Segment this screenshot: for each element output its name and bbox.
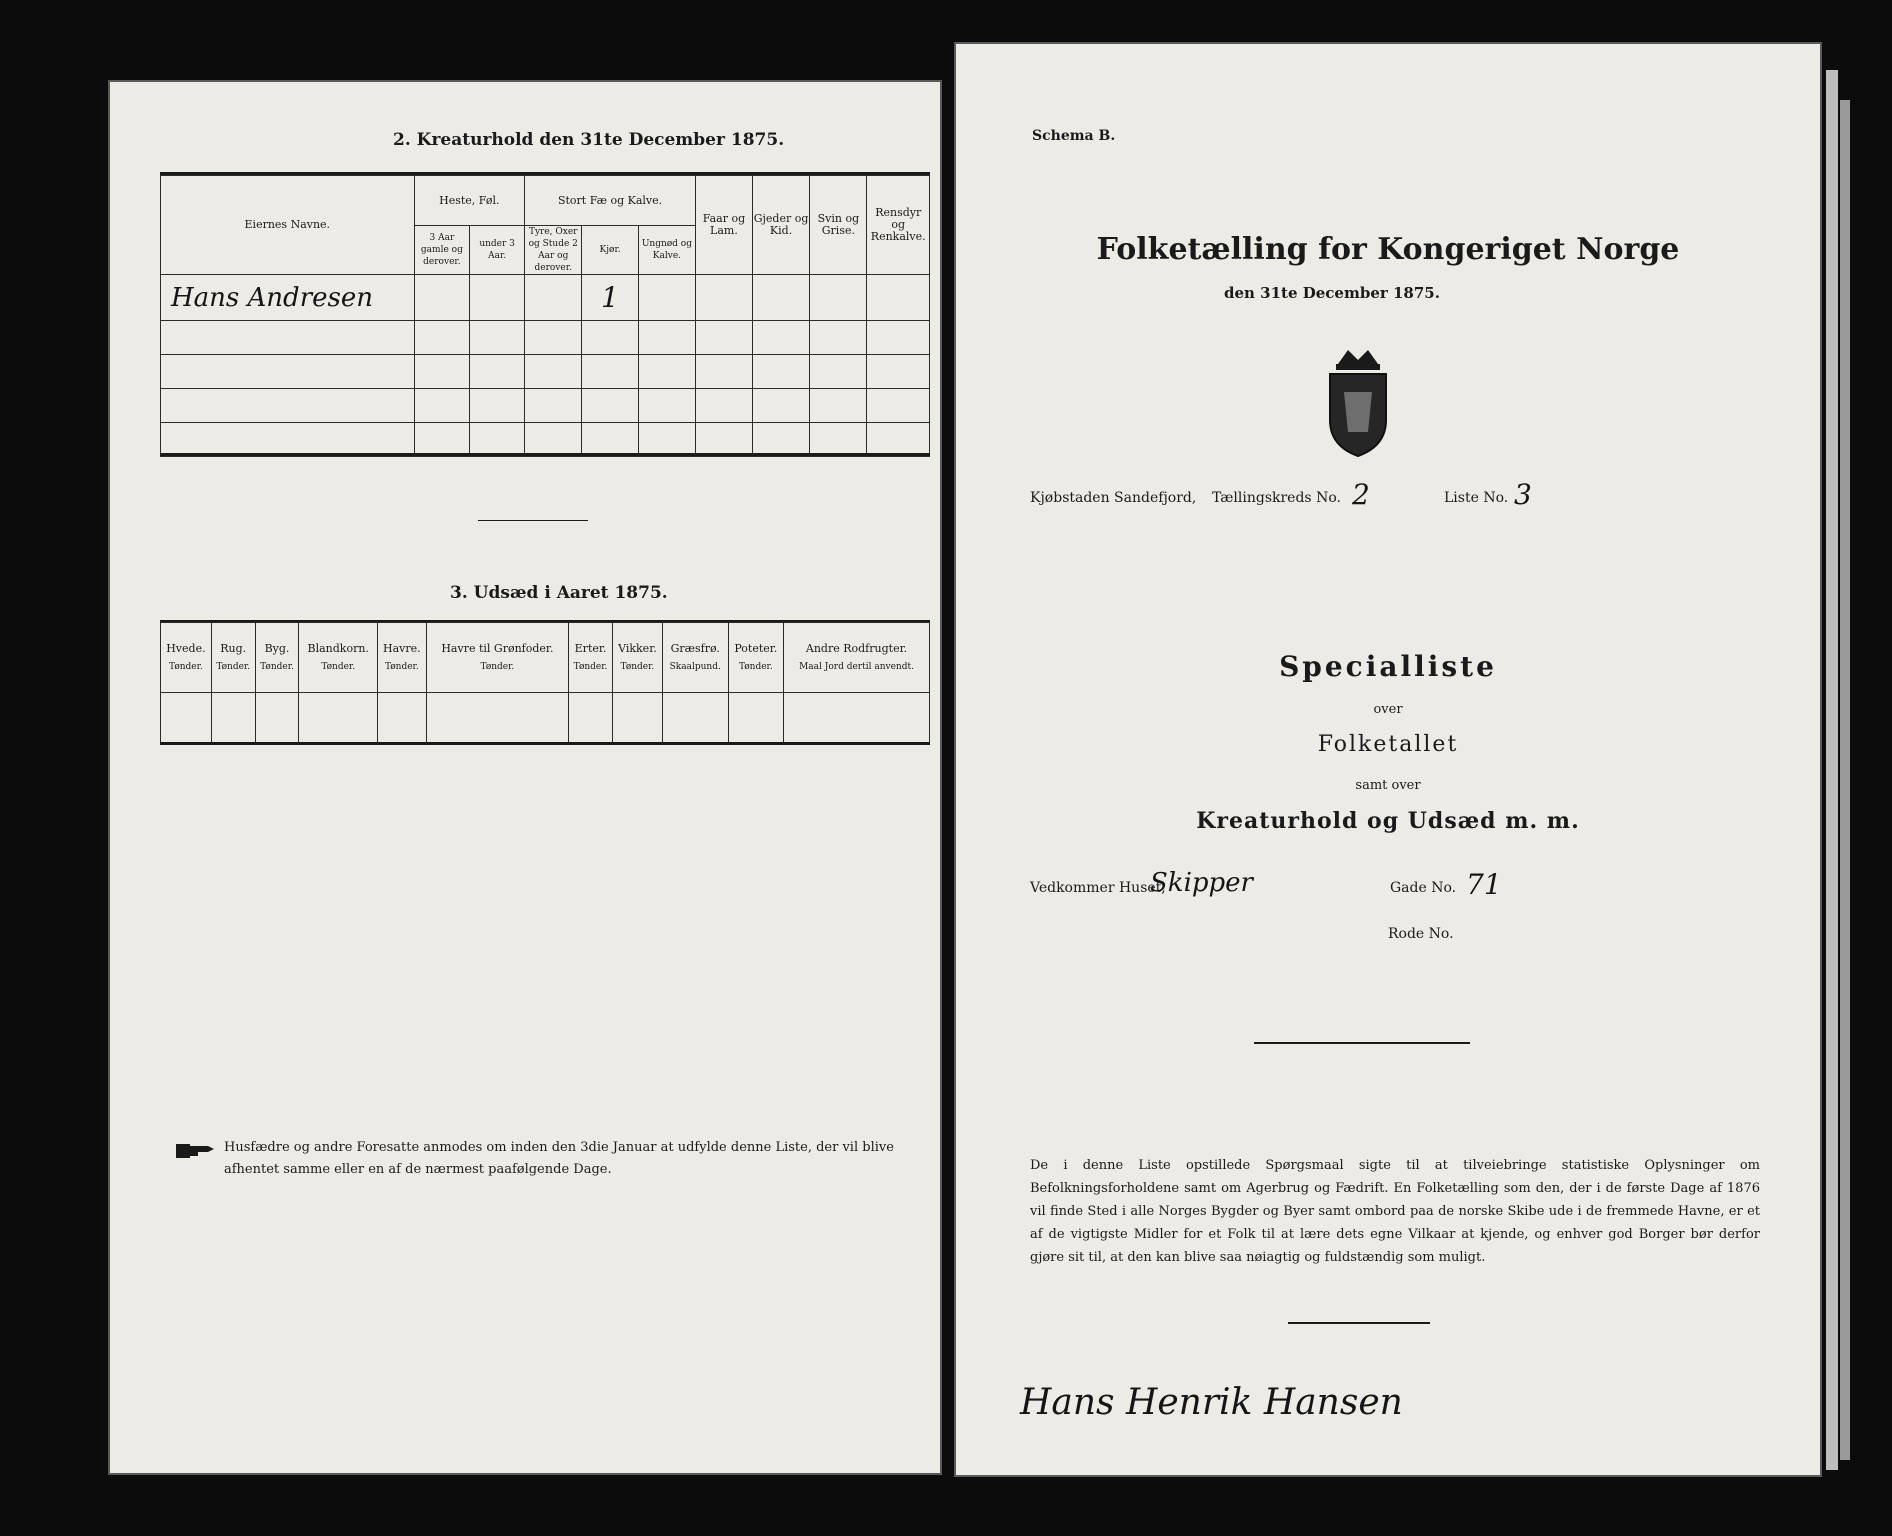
livestock-table <box>160 175 930 457</box>
seed-header-cell <box>612 623 662 693</box>
seed-value-cell <box>378 693 427 743</box>
seed-col-name: Byg. <box>264 641 290 655</box>
cell <box>161 321 415 355</box>
seed-col-name: Erter. <box>574 641 607 655</box>
rode-label: Rode No. <box>1388 926 1454 942</box>
specialliste-title: Specialliste <box>1279 650 1497 683</box>
divider <box>1254 1042 1470 1044</box>
header-heste-young: under 3 Aar. <box>470 226 525 275</box>
cell <box>638 275 695 321</box>
seed-col-unit: Skaalpund. <box>669 661 721 672</box>
seed-value-cell <box>255 693 299 743</box>
header-heste-old: 3 Aar gamle og derover. <box>414 226 470 275</box>
row1-owner: Hans Andresen <box>161 275 415 321</box>
kreds-label: Tællingskreds No. <box>1212 490 1341 506</box>
header-ungnod: Ungnød og Kalve. <box>638 226 695 275</box>
seed-value-cell <box>161 693 212 743</box>
vedkommer-label: Vedkommer Huset, <box>1030 880 1166 896</box>
section3-heading: 3. Udsæd i Aaret 1875. <box>450 583 668 603</box>
header-svin: Svin og Grise. <box>810 176 867 275</box>
seed-header-cell <box>211 623 255 693</box>
header-storfe: Stort Fæ og Kalve. <box>525 176 696 226</box>
seed-col-name: Poteter. <box>734 641 778 655</box>
divider <box>478 520 588 521</box>
seed-value-cell <box>569 693 613 743</box>
page-edge <box>1826 70 1838 1470</box>
cell <box>867 275 930 321</box>
seed-table <box>160 622 930 743</box>
cell <box>161 423 415 457</box>
seed-header-cell <box>378 623 427 693</box>
cell <box>752 275 809 321</box>
seed-col-unit: Tønder. <box>620 661 655 672</box>
seed-header-cell <box>161 623 212 693</box>
liste-label: Liste No. <box>1444 490 1509 506</box>
seed-header-cell <box>255 623 299 693</box>
samt-over-label: samt over <box>1355 778 1421 793</box>
seed-value-cell <box>662 693 728 743</box>
seed-value-cell <box>426 693 568 743</box>
seed-header-cell <box>299 623 378 693</box>
section2-heading: 2. Kreaturhold den 31te December 1875. <box>393 130 785 150</box>
kreds-value: 2 <box>1352 478 1370 511</box>
right-page <box>954 42 1822 1477</box>
seed-value-cell <box>612 693 662 743</box>
pointing-hand-icon <box>176 1140 216 1162</box>
seed-col-name: Havre til Grønfoder. <box>441 641 554 655</box>
cell <box>810 275 867 321</box>
over-label: over <box>1373 702 1403 717</box>
page-edge <box>1840 100 1850 1460</box>
kreaturhold-label: Kreaturhold og Udsæd m. m. <box>1196 808 1580 834</box>
cell <box>414 275 470 321</box>
seed-value-cell <box>728 693 783 743</box>
seed-header-cell <box>662 623 728 693</box>
seed-col-unit: Tønder. <box>169 661 203 672</box>
divider <box>160 453 930 456</box>
row1-kjor: 1 <box>582 275 638 321</box>
cell <box>161 389 415 423</box>
seed-col-name: Hvede. <box>166 641 206 655</box>
seed-col-name: Blandkorn. <box>307 641 369 655</box>
seed-col-name: Vikker. <box>618 641 657 655</box>
signature: Hans Henrik Hansen <box>1020 1382 1403 1423</box>
seed-col-unit: Tønder. <box>321 661 356 672</box>
left-page <box>108 80 942 1475</box>
seed-col-unit: Maal Jord dertil anvendt. <box>799 661 914 672</box>
seed-col-unit: Tønder. <box>260 661 294 672</box>
folketallet-label: Folketallet <box>1317 732 1459 757</box>
header-rensdyr: Rensdyr og Renkalve. <box>867 176 930 275</box>
seed-col-name: Havre. <box>383 641 421 655</box>
seed-col-unit: Tønder. <box>384 661 419 672</box>
header-gjeder: Gjeder og Kid. <box>752 176 809 275</box>
cell <box>696 275 753 321</box>
header-faar: Faar og Lam. <box>696 176 753 275</box>
census-title: Folketælling for Kongeriget Norge <box>1096 232 1680 267</box>
header-heste: Heste, Føl. <box>414 176 524 226</box>
header-owner: Eiernes Navne. <box>161 176 415 275</box>
explanation-paragraph: De i denne Liste opstillede Spørgsmaal sigte til at tilveiebringe statistiske Oplysninger om Befolkningsforholdene samt om Agerbrug og Fædrift. En Folketælling som den, der i de første Dage af 1876 vil finde Sted i alle Norges Bygder og Byer samt ombord paa de norske Skibe ude i de fremmede Havne, er et af de vigtigste Midler for et Folk til at lære dets egne Vilkaar at kjende, og enhver god Borger bør derfor gjøre sit til, at den kan blive saa nøiagtig og fuldstændig som muligt. <box>1030 1158 1760 1265</box>
header-tyre: Tyre, Oxer og Stude 2 Aar og derover. <box>525 226 582 275</box>
seed-col-unit: Tønder. <box>216 661 251 672</box>
divider <box>160 742 930 745</box>
header-kjor: Kjør. <box>582 226 638 275</box>
cell <box>161 355 415 389</box>
vedkommer-value: Skipper <box>1150 868 1253 898</box>
seed-col-unit: Tønder. <box>573 661 608 672</box>
cell <box>525 275 582 321</box>
seed-header-cell <box>569 623 613 693</box>
divider <box>1288 1322 1430 1324</box>
seed-value-cell <box>211 693 255 743</box>
gade-value: 71 <box>1466 868 1502 901</box>
notice-text: Husfædre og andre Foresatte anmodes om inden den 3die Januar at udfylde denne Liste, der vil blive afhentet samme eller en af de nærmest paafølgende Dage. <box>224 1140 894 1177</box>
seed-col-unit: Tønder. <box>480 661 515 672</box>
gade-label: Gade No. <box>1390 880 1457 896</box>
seed-header-cell <box>784 623 930 693</box>
seed-col-unit: Tønder. <box>738 661 773 672</box>
seed-header-cell <box>728 623 783 693</box>
kjobstad-label: Kjøbstaden Sandefjord, <box>1030 490 1197 506</box>
seed-value-cell <box>784 693 930 743</box>
seed-col-name: Andre Rodfrugter. <box>805 641 908 655</box>
liste-value: 3 <box>1514 478 1532 511</box>
schema-label: Schema B. <box>1032 128 1116 144</box>
seed-header-cell <box>426 623 568 693</box>
census-date: den 31te December 1875. <box>1224 284 1440 302</box>
coat-of-arms-icon <box>1318 342 1398 462</box>
seed-col-name: Græsfrø. <box>670 641 720 655</box>
seed-col-name: Rug. <box>220 641 247 655</box>
seed-value-cell <box>299 693 378 743</box>
cell <box>470 275 525 321</box>
